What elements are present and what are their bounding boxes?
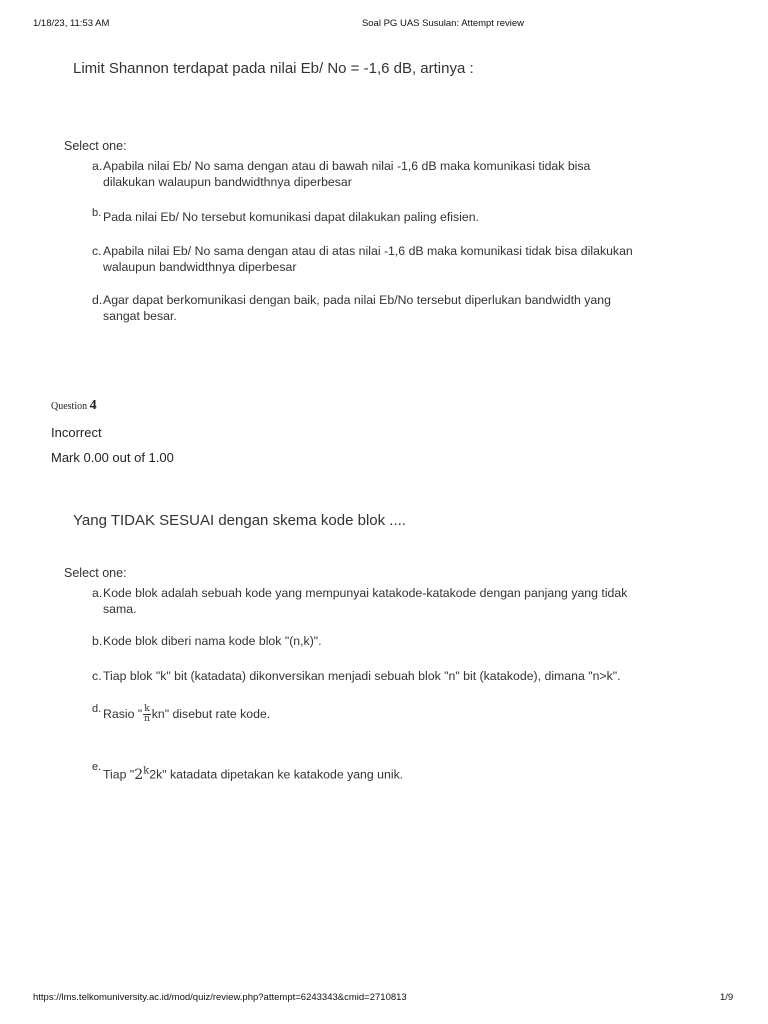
option-text-line: Pada nilai Eb/ No tersebut komunikasi dapat dilakukan paling efisien. bbox=[103, 210, 479, 224]
option-text-line: Kode blok diberi nama kode blok "(n,k)". bbox=[103, 634, 322, 648]
question-4-text: Yang TIDAK SESUAI dengan skema kode blok .... bbox=[73, 512, 406, 529]
option-text-line: walaupun bandwidthnya diperbesar bbox=[103, 260, 297, 274]
question-4-option-e[interactable] bbox=[92, 761, 693, 783]
question-4-label bbox=[51, 398, 97, 414]
print-date: 1/18/23, 11:53 AM bbox=[33, 18, 110, 29]
question-4-mark: Mark 0.00 out of 1.00 bbox=[51, 450, 174, 465]
option-letter: d. bbox=[92, 703, 102, 715]
option-text-line: Tiap blok "k" bit (katadata) dikonversikan menjadi sebuah blok "n" bit (katakode), dimana "n>k". bbox=[103, 669, 621, 683]
page-number: 1/9 bbox=[720, 992, 734, 1003]
option-text-line: sangat besar. bbox=[103, 309, 177, 323]
option-letter: b. bbox=[92, 634, 103, 648]
option-letter: e. bbox=[92, 761, 102, 773]
question-4-status: Incorrect bbox=[51, 425, 102, 440]
question-4-option-a[interactable] bbox=[92, 585, 693, 617]
option-letter: d. bbox=[92, 293, 103, 307]
option-text-line: Tiap "2$^k$2k" katadata dipetakan ke katakode yang unik. bbox=[103, 765, 404, 783]
option-text-line: Agar dapat berkomunikasi dengan baik, pada nilai Eb/No tersebut diperlukan bandwidth yang bbox=[103, 293, 611, 307]
print-header bbox=[0, 18, 768, 32]
option-letter: b. bbox=[92, 207, 102, 219]
option-text-line: Apabila nilai Eb/ No sama dengan atau di bawah nilai -1,6 dB maka komunikasi tidak bisa bbox=[103, 159, 591, 173]
question-number: 4 bbox=[89, 398, 97, 413]
question-4-option-b[interactable] bbox=[92, 633, 693, 649]
option-letter: c. bbox=[92, 669, 102, 683]
option-text-line: dilakukan walaupun bandwidthnya diperbesar bbox=[103, 175, 352, 189]
question-3-text: Limit Shannon terdapat pada nilai Eb/ No = -1,6 dB, artinya : bbox=[73, 60, 474, 77]
question-3-option-a[interactable] bbox=[92, 158, 693, 190]
power-2-k: 2$^k$ bbox=[134, 765, 150, 783]
option-letter: a. bbox=[92, 159, 103, 173]
fraction-k-over-n: $\frac{k}{n}$ bbox=[144, 704, 150, 724]
option-text-line: Kode blok adalah sebuah kode yang mempunyai katakode-katakode dengan panjang yang tidak bbox=[103, 586, 628, 600]
question-3-option-b[interactable] bbox=[92, 207, 693, 225]
question-3-option-c[interactable] bbox=[92, 243, 693, 275]
option-letter: c. bbox=[92, 244, 102, 258]
question-4-option-c[interactable] bbox=[92, 668, 693, 684]
question-3-option-d[interactable] bbox=[92, 292, 693, 324]
page-url[interactable]: https://lms.telkomuniversity.ac.id/mod/quiz/review.php?attempt=6243343&cmid=2710813 bbox=[33, 992, 407, 1003]
option-text-line: Apabila nilai Eb/ No sama dengan atau di atas nilai -1,6 dB maka komunikasi tidak bisa dilakukan bbox=[103, 244, 633, 258]
print-page-title: Soal PG UAS Susulan: Attempt review bbox=[361, 18, 525, 29]
question-4-option-d[interactable] bbox=[92, 703, 693, 724]
option-letter: a. bbox=[92, 586, 103, 600]
option-text-line: Rasio " $\frac{k}{n}$ kn" disebut rate kode. bbox=[103, 704, 271, 724]
question-4-select-label: Select one: bbox=[64, 566, 127, 580]
question-label-word: Question bbox=[51, 401, 88, 412]
question-3-select-label: Select one: bbox=[64, 139, 127, 153]
option-text-line: sama. bbox=[103, 602, 137, 616]
